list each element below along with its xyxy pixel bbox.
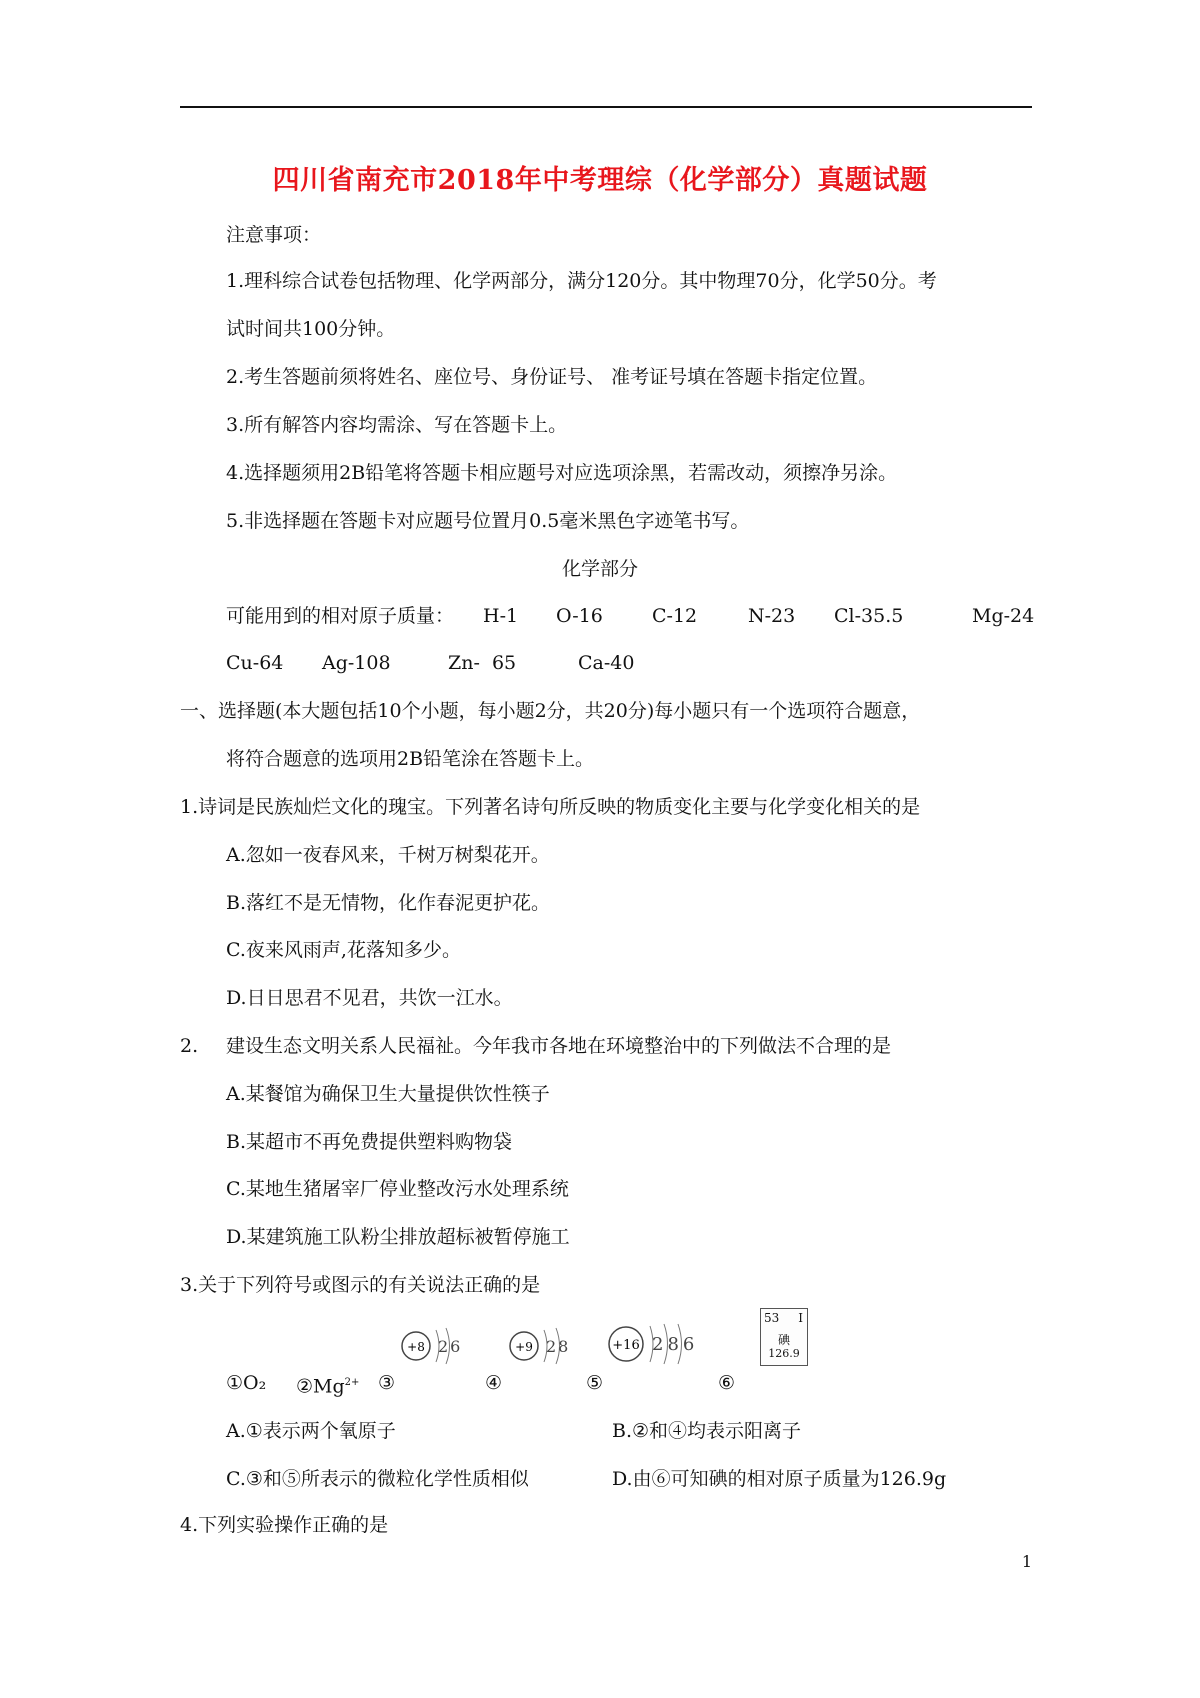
question-3-option-c: C.③和⑤所表示的微粒化学性质相似 [226,1468,529,1490]
atom-3-shells: 26 [438,1337,463,1356]
atomic-mass-item: Ca-40 [578,652,635,674]
atomic-mass-item: Zn- 65 [448,652,517,674]
atom-diagram-4 [508,1322,574,1368]
notes-heading: 注意事项： [226,224,322,246]
atom-5-nucleus: +16 [612,1338,640,1353]
question-2-stem: 建设生态文明关系人民福祉。今年我市各地在环境整治中的下列做法不合理的是 [226,1035,892,1057]
atom-4-nucleus: +9 [515,1340,533,1354]
atom-4-shells: 28 [546,1337,571,1356]
atomic-mass-row-1 [226,603,1035,629]
atomic-mass-item: Cu-64 [226,652,284,674]
section-heading: 化学部分 [561,558,638,580]
periodic-table-cell-iodine [760,1308,808,1366]
note-1b: 试时间共100分钟。 [226,318,396,340]
header-rule [180,106,1032,108]
atomic-mass-item: Ag-108 [322,652,391,674]
atomic-mass-item: H-1 [483,605,519,627]
part1-instruction-1: 一、选择题(本大题包括10个小题，每小题2分，共20分)每小题只有一个选项符合题意， [180,700,921,722]
question-1-stem: 1.诗词是民族灿烂文化的瑰宝。下列著名诗句所反映的物质变化主要与化学变化相关的是 [180,796,921,818]
question-2-option-c: C.某地生猪屠宰厂停业整改污水处理系统 [226,1178,569,1200]
question-2-option-b: B.某超市不再免费提供塑料购物袋 [226,1131,513,1153]
question-4-stem: 4.下列实验操作正确的是 [180,1514,389,1536]
note-1a: 1.理科综合试卷包括物理、化学两部分，满分120分。其中物理70分，化学50分。考 [226,270,937,292]
question-3-option-a: A.①表示两个氧原子 [226,1420,396,1442]
iodine-name: 碘 [777,1333,790,1347]
symbol-5-label: ⑤ [586,1372,604,1394]
iodine-symbol: I [798,1311,803,1325]
question-3-stem: 3.关于下列符号或图示的有关说法正确的是 [180,1274,541,1296]
atomic-mass-item: Cl-35.5 [834,605,904,627]
part1-instruction-2: 将符合题意的选项用2B铅笔涂在答题卡上。 [226,748,595,770]
question-1-option-a: A.忽如一夜春风来，千树万树梨花开。 [226,844,550,866]
atom-3-nucleus: +8 [407,1340,425,1354]
question-3-option-b: B.②和④均表示阳离子 [612,1420,802,1442]
symbol-1: ①O₂ [226,1372,267,1394]
atomic-mass-item: Mg-24 [972,605,1035,627]
question-1-option-d: D.日日思君不见君，共饮一江水。 [226,987,513,1009]
atom-diagram-3 [400,1322,464,1368]
symbol-2-text: ②Mg [296,1375,345,1398]
question-1-option-c: C.夜来风雨声,花落知多少。 [226,939,461,961]
note-2: 2.考生答题前须将姓名、座位号、身份证号、 准考证号填在答题卡指定位置。 [226,366,878,388]
atomic-mass-item: N-23 [748,605,796,627]
question-2-number: 2. [180,1035,199,1057]
iodine-mass: 126.9 [768,1347,800,1360]
note-5: 5.非选择题在答题卡对应题号位置月0.5毫米黑色字迹笔书写。 [226,510,750,532]
question-2-option-d: D.某建筑施工队粉尘排放超标被暂停施工 [226,1226,570,1248]
question-2-option-a: A.某餐馆为确保卫生大量提供饮性筷子 [226,1083,550,1105]
note-3: 3.所有解答内容均需涂、写在答题卡上。 [226,414,568,436]
symbol-2 [296,1370,359,1399]
question-3-option-d: D.由⑥可知碘的相对原子质量为126.9g [612,1468,947,1490]
symbol-3-label: ③ [378,1372,396,1394]
note-4: 4.选择题须用2B铅笔将答题卡相应题号对应选项涂黑，若需改动，须擦净另涂。 [226,462,898,484]
atom-diagram-5 [606,1318,700,1368]
symbol-2-charge: 2+ [344,1377,360,1388]
atomic-mass-label: 可能用到的相对原子质量： [226,605,455,627]
iodine-atomic-number: 53 [764,1311,780,1325]
atomic-mass-row-2 [226,650,635,676]
page-number: 1 [1021,1552,1032,1571]
atomic-mass-item: C-12 [652,605,698,627]
page-title: 四川省南充市2018年中考理综（化学部分）真题试题 [272,165,928,196]
question-1-option-b: B.落红不是无情物，化作春泥更护花。 [226,892,551,914]
atom-5-shells: 286 [652,1334,699,1355]
atomic-mass-item: O-16 [556,605,603,627]
symbol-6-label: ⑥ [718,1372,736,1394]
symbol-4-label: ④ [485,1372,503,1394]
